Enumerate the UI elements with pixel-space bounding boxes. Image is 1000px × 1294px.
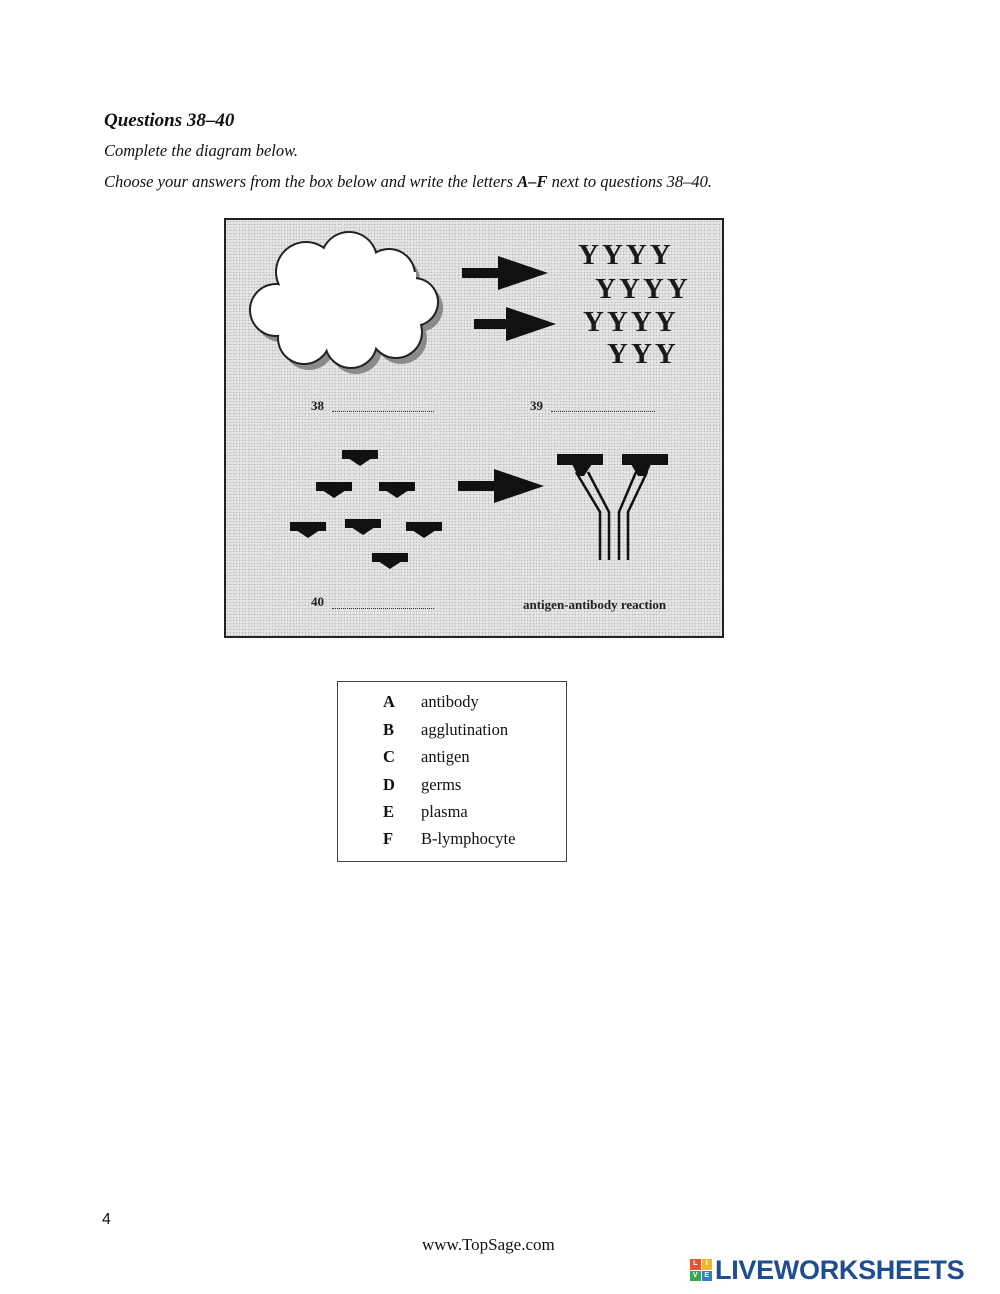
option-term: germs [421, 775, 462, 794]
question-38-label: 38 [311, 398, 324, 413]
liveworksheets-logo[interactable] [690, 1255, 964, 1285]
arrow-icon [462, 256, 548, 290]
option-letter: E [383, 802, 395, 821]
bound-antigen [622, 454, 668, 476]
option-letter: A [383, 692, 395, 711]
instruction-text-after: next to questions 38–40. [547, 172, 713, 191]
logo-block: V [690, 1271, 701, 1282]
antibody-y-row: YYYY [583, 306, 679, 338]
arrow-icon [458, 469, 544, 503]
bound-antigens [557, 454, 668, 476]
option-term: antibody [421, 692, 479, 711]
antigen-shape [406, 522, 442, 538]
instruction-choose-answers [104, 172, 712, 192]
option-term: agglutination [421, 720, 509, 739]
logo-block: L [690, 1259, 701, 1270]
page-number: 4 [102, 1211, 111, 1228]
antigen-shape [379, 482, 415, 498]
option-letter: C [383, 747, 395, 766]
option-letter: B [383, 720, 395, 739]
option-term: antigen [421, 747, 470, 766]
antibody-y-row: YYY [607, 338, 679, 370]
answer-38-line[interactable] [332, 411, 434, 412]
question-39-label: 39 [530, 398, 543, 413]
logo-block: E [702, 1271, 713, 1282]
arrow-icon [474, 307, 556, 341]
logo-blocks-icon [690, 1259, 712, 1281]
option-term: plasma [421, 802, 468, 821]
antigen-shape [290, 522, 326, 538]
immune-response-diagram [224, 218, 724, 638]
logo-text: LIVEWORKSHEETS [715, 1254, 965, 1285]
antigen-shape [345, 519, 381, 535]
bound-antigen [557, 454, 603, 476]
answer-39-line[interactable] [551, 411, 655, 412]
question-40-label: 40 [311, 594, 324, 609]
answer-40-line[interactable] [332, 608, 434, 609]
antigen-shape [342, 450, 378, 466]
antigen-shape [316, 482, 352, 498]
option-letter: D [383, 775, 395, 794]
instruction-letter-range: A–F [517, 172, 548, 191]
option-letter: F [383, 829, 394, 848]
answer-options-box [337, 681, 567, 862]
option-term: B-lymphocyte [421, 829, 516, 848]
antigen-shape [372, 553, 408, 569]
logo-block: I [702, 1259, 713, 1270]
antibody-y-shape [576, 472, 647, 560]
antigen-shapes [290, 450, 442, 569]
antibody-y-row: YYYY [578, 239, 674, 271]
questions-heading: Questions 38–40 [104, 110, 235, 131]
antibody-y-row: YYYY [595, 273, 691, 305]
website-url: www.TopSage.com [422, 1235, 555, 1254]
instruction-complete-diagram: Complete the diagram below. [104, 141, 299, 160]
instruction-text-before: Choose your answers from the box below and write the letters [104, 172, 518, 191]
reaction-label: antigen-antibody reaction [523, 597, 667, 612]
